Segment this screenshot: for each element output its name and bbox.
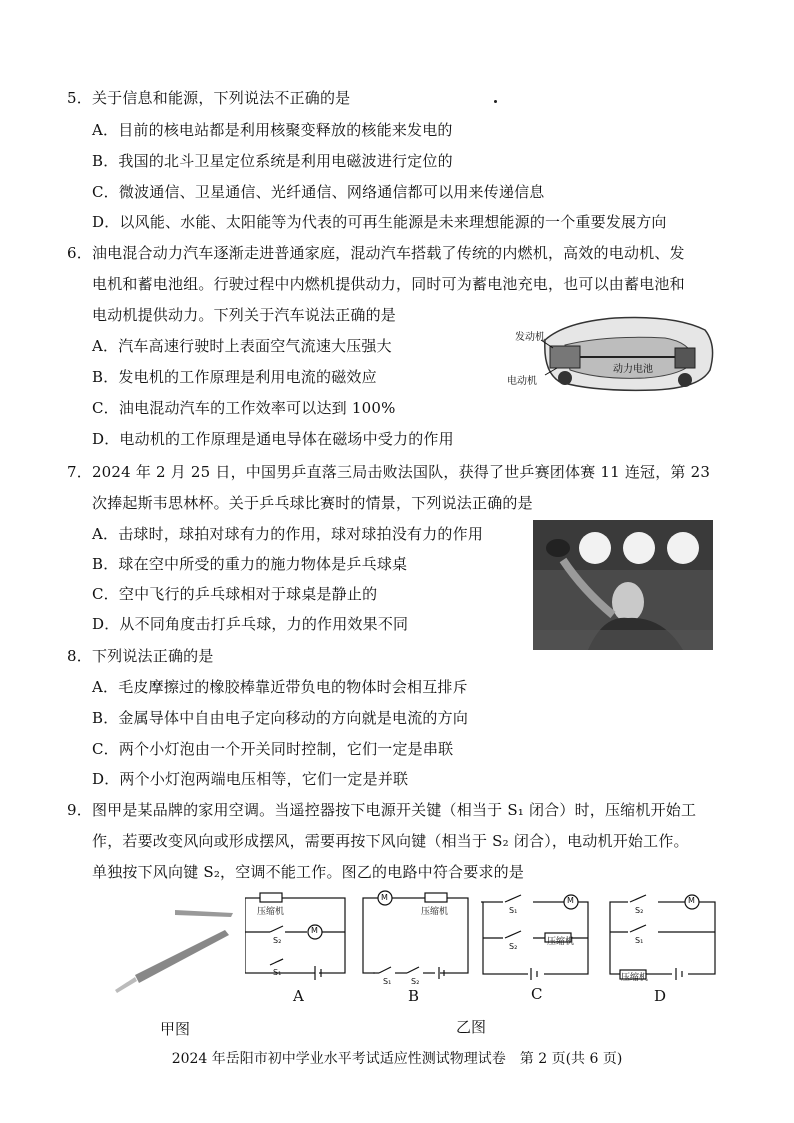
q5-option-b: B．我国的北斗卫星定位系统是利用电磁波进行定位的 <box>92 152 453 170</box>
air-conditioner-figure <box>105 905 245 1000</box>
circuit-a-motor-label: M <box>311 926 318 935</box>
q6-stem-line1: 6．油电混合动力汽车逐渐走进普通家庭，混动汽车搭载了传统的内燃机，高效的电动机、发 <box>67 244 685 262</box>
q7-stem-line1: 7．2024 年 2 月 25 日，中国男乒直落三局击败法国队，获得了世乒赛团体赛 11 连冠，第 23 <box>67 463 711 481</box>
q6-option-b: B．发电机的工作原理是利用电流的磁效应 <box>92 368 377 386</box>
battery-label: 动力电池 <box>613 364 653 375</box>
table-tennis-image <box>533 520 713 650</box>
circuit-c-s1-label: S₁ <box>509 906 518 915</box>
engine-label: 发动机 <box>515 332 545 343</box>
circuit-a-compressor-label: 压缩机 <box>257 907 285 917</box>
circuit-svg <box>245 890 725 990</box>
q6-option-a: A．汽车高速行驶时上表面空气流速大压强大 <box>92 337 392 355</box>
figure-caption-right: 乙图 <box>456 1018 487 1036</box>
q6-stem-line2: 电机和蓄电池组。行驶过程中内燃机提供动力，同时可为蓄电池充电，也可以由蓄电池和 <box>92 275 685 293</box>
q6-option-d: D．电动机的工作原理是通电导体在磁场中受力的作用 <box>92 430 454 448</box>
circuit-d-compressor-label: 压缩机 <box>621 973 649 983</box>
circuit-d-s2-label: S₂ <box>635 906 644 915</box>
circuit-b <box>363 891 468 979</box>
q7-option-b: B．球在空中所受的重力的施力物体是乒乓球桌 <box>92 555 408 573</box>
circuit-option-d: D <box>654 987 667 1005</box>
motor-label: 电动机 <box>507 376 537 387</box>
q9-stem-line3: 单独按下风向键 S₂，空调不能工作。图乙的电路中符合要求的是 <box>92 863 525 881</box>
q9-stem-line1: 9．图甲是某品牌的家用空调。当遥控器按下电源开关键（相当于 S₁ 闭合）时，压缩机开始工 <box>67 801 697 819</box>
q5-option-a: A．目前的核电站都是利用核聚变释放的核能来发电的 <box>92 121 453 139</box>
circuit-d <box>610 895 715 980</box>
circuit-d-motor-label: M <box>688 896 695 905</box>
circuit-b-s2-label: S₂ <box>411 977 420 986</box>
circuit-a-s2-label: S₂ <box>273 936 282 945</box>
circuit-c-s2-label: S₂ <box>509 942 518 951</box>
circuit-b-s1-label: S₁ <box>383 977 392 986</box>
figure-caption-left: 甲图 <box>160 1020 191 1038</box>
q8-stem: 8．下列说法正确的是 <box>67 647 214 665</box>
q8-option-c: C．两个小灯泡由一个开关同时控制，它们一定是串联 <box>92 740 454 758</box>
q8-option-a: A．毛皮摩擦过的橡胶棒靠近带负电的物体时会相互排斥 <box>92 678 468 696</box>
page-footer: 2024 年岳阳市初中学业水平考试适应性测试物理试卷 第 2 页(共 6 页) <box>171 1051 623 1067</box>
circuit-c-motor-label: M <box>567 896 574 905</box>
circuit-option-c: C <box>531 985 543 1003</box>
q5-option-d: D．以风能、水能、太阳能等为代表的可再生能源是未来理想能源的一个重要发展方向 <box>92 213 667 231</box>
circuit-option-a: A <box>293 987 304 1005</box>
air-conditioner-drawing <box>105 905 245 1000</box>
q8-option-d: D．两个小灯泡两端电压相等，它们一定是并联 <box>92 770 409 788</box>
hybrid-car-figure <box>505 310 720 395</box>
q5-stem: 5．关于信息和能源，下列说法不正确的是 <box>67 89 351 107</box>
q7-option-a: A．击球时，球拍对球有力的作用，球对球拍没有力的作用 <box>92 525 484 543</box>
q7-option-d: D．从不同角度击打乒乓球，力的作用效果不同 <box>92 615 409 633</box>
q9-stem-line2: 作，若要改变风向或形成摆风，需要再按下风向键（相当于 S₂ 闭合），电动机开始工作。 <box>92 832 689 850</box>
q5-option-c: C．微波通信、卫星通信、光纤通信、网络通信都可以用来传递信息 <box>92 183 545 201</box>
circuit-diagrams <box>245 890 725 990</box>
circuit-c-compressor-label: 压缩机 <box>547 937 575 947</box>
circuit-b-compressor-label: 压缩机 <box>421 907 449 917</box>
q8-option-b: B．金属导体中自由电子定向移动的方向就是电流的方向 <box>92 709 469 727</box>
circuit-d-s1-label: S₁ <box>635 936 644 945</box>
q6-stem-line3: 电动机提供动力。下列关于汽车说法正确的是 <box>92 306 397 324</box>
stray-dot <box>494 100 497 103</box>
hybrid-car-drawing <box>505 310 720 395</box>
table-tennis-photo <box>533 520 713 650</box>
q7-stem-line2: 次捧起斯韦思林杯。关于乒乓球比赛时的情景，下列说法正确的是 <box>92 494 533 512</box>
circuit-option-b: B <box>408 987 420 1005</box>
circuit-a-s1-label: S₁ <box>273 968 282 977</box>
q6-option-c: C．油电混动汽车的工作效率可以达到 100% <box>92 399 396 417</box>
circuit-b-motor-label: M <box>381 893 388 902</box>
q7-option-c: C．空中飞行的乒乓球相对于球桌是静止的 <box>92 585 378 603</box>
